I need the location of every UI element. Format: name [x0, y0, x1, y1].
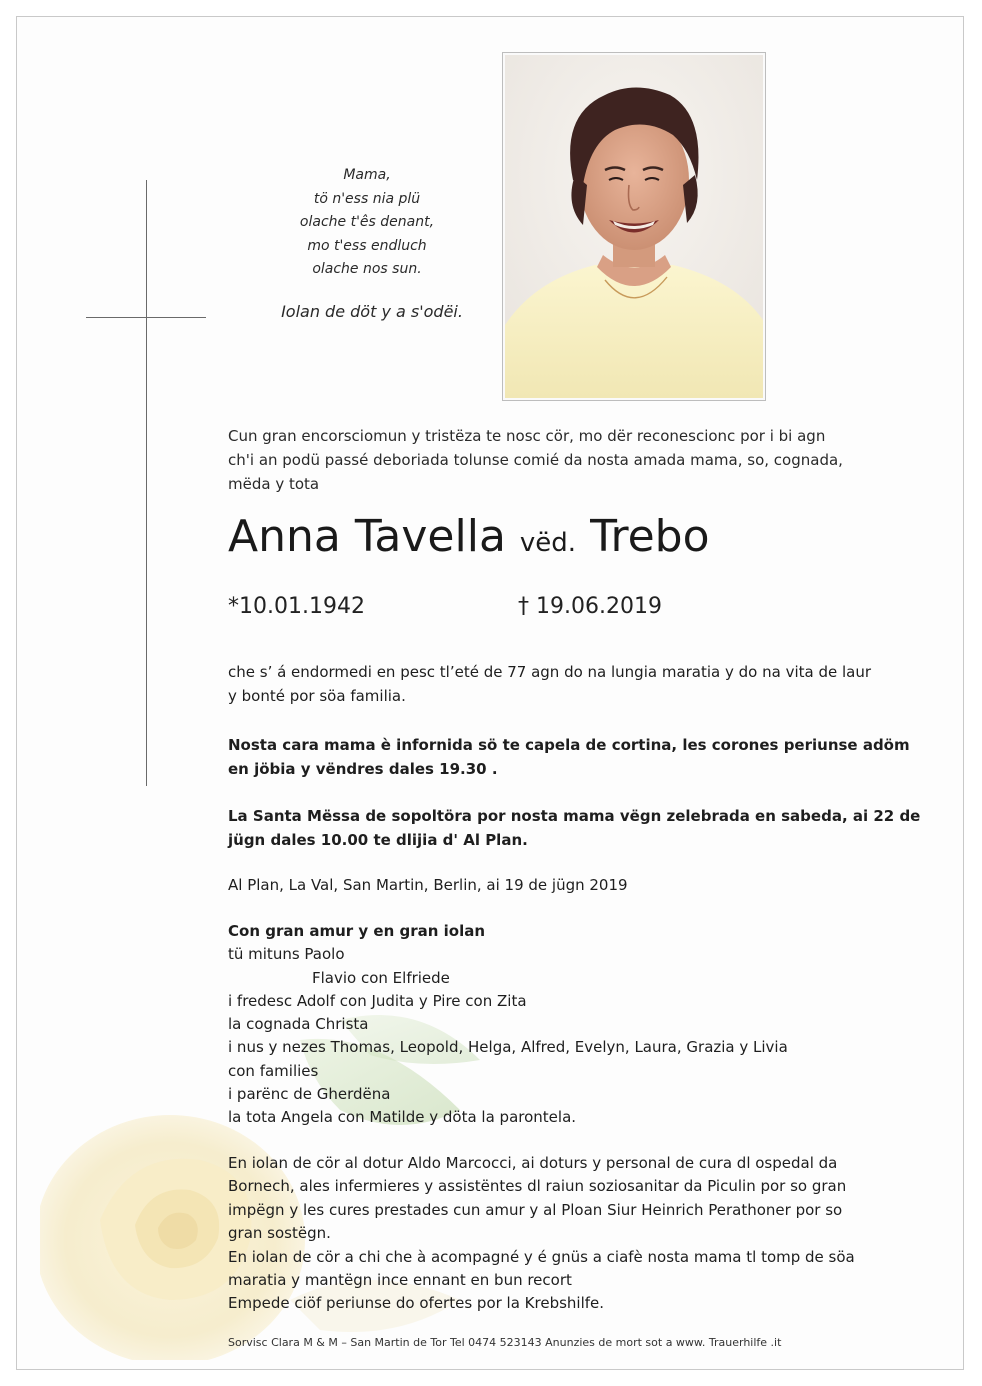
thanks-line: En iolan de cör a chi che à acompagné y é gnüs a ciafè nosta mama tl tomp de söa: [228, 1247, 855, 1266]
portrait-photo: [505, 55, 763, 398]
poem-line: olache t'ês denant,: [299, 214, 435, 230]
intro-line: Cun gran encorsciomun y tristëza te nosc cör, mo dër reconescionc por i bi agn: [228, 427, 826, 445]
thanks-line: Bornech, ales infermieres y assistëntes dl raiun soziosanitar da Piculin por so gran: [228, 1177, 847, 1196]
family-line: Flavio con Elfriede: [312, 968, 450, 987]
family-line: la cognada Christa: [228, 1015, 369, 1034]
last-name: Trebo: [590, 511, 710, 562]
thanks-paragraph: [228, 1152, 855, 1316]
birth-date: *10.01.1942: [228, 594, 365, 619]
cross-vertical-bar: [146, 180, 147, 786]
paragraph-line: La Santa Mëssa de sopoltöra por nosta mama vëgn zelebrada en sabeda, ai 22 de: [228, 807, 921, 825]
poem-line: tö n'ess nia plü: [313, 190, 421, 207]
footer-service-line: Sorvisc Clara M & M – San Martin de Tor Tel 0474 523143 Anunzies de mort sot a www. Trauerhilfe .it: [228, 1336, 782, 1349]
poem-line: Mama,: [343, 167, 391, 183]
cross-horizontal-bar: [86, 317, 206, 318]
family-line: i parënc de Gherdëna: [228, 1085, 391, 1104]
thanks-line: maratia y mantëgn ince ennant en bun recort: [228, 1271, 572, 1290]
poem-line: mo t'ess endluch: [307, 237, 427, 254]
family-line: i nus y nezes Thomas, Leopold, Helga, Alfred, Evelyn, Laura, Grazia y Livia: [228, 1038, 788, 1057]
poem-signature: Iolan de döt y a s'odëi.: [281, 302, 463, 321]
family-heading: Con gran amur y en gran iolan: [228, 922, 486, 940]
widow-abbrev: vëd.: [519, 528, 577, 558]
place-date-line: Al Plan, La Val, San Martin, Berlin, ai 19 de jügn 2019: [228, 876, 628, 894]
thanks-line: impëgn y les cures prestades cun amur y al Ploan Siur Heinrich Perathoner por so: [228, 1200, 843, 1219]
family-line: la tota Angela con Matilde y döta la parontela.: [228, 1108, 577, 1127]
family-line: con families: [228, 1061, 319, 1080]
family-list: [228, 920, 788, 1130]
life-dates: [228, 592, 662, 622]
intro-paragraph: [228, 424, 843, 496]
family-line: tü mituns Paolo: [228, 945, 345, 964]
paragraph-line: y bonté por söa familia.: [228, 687, 406, 705]
paragraph-line: en jöbia y vëndres dales 19.30 .: [228, 760, 498, 778]
thanks-line: En iolan de cör al dotur Aldo Marcocci, ai doturs y personal de cura dl ospedal da: [228, 1154, 838, 1172]
poem-line: olache nos sun.: [312, 261, 422, 277]
deceased-name: [228, 504, 710, 576]
thanks-line: gran sostëgn.: [228, 1224, 331, 1243]
passing-paragraph: [228, 660, 871, 708]
paragraph-line: che s’ á endormedi en pesc tl’eté de 77 agn do na lungia maratia y do na vita de laur: [228, 663, 872, 681]
poem: [262, 164, 472, 282]
thanks-line: Empede ciöf periunse do ofertes por la Krebshilfe.: [228, 1294, 605, 1313]
viewing-paragraph: [228, 733, 910, 781]
paragraph-line: Nosta cara mama è infornida sö te capela de cortina, les corones periunse adöm: [228, 736, 910, 754]
intro-line: mëda y tota: [228, 475, 320, 493]
mass-paragraph: [228, 804, 920, 852]
death-date: † 19.06.2019: [518, 594, 662, 619]
family-line: i fredesc Adolf con Judita y Pire con Zita: [228, 991, 527, 1010]
paragraph-line: jügn dales 10.00 te dlijia d' Al Plan.: [228, 831, 528, 849]
intro-line: ch'i an podü passé deboriada tolunse comié da nosta amada mama, so, cognada,: [228, 451, 843, 469]
first-name: Anna Tavella: [228, 511, 506, 562]
